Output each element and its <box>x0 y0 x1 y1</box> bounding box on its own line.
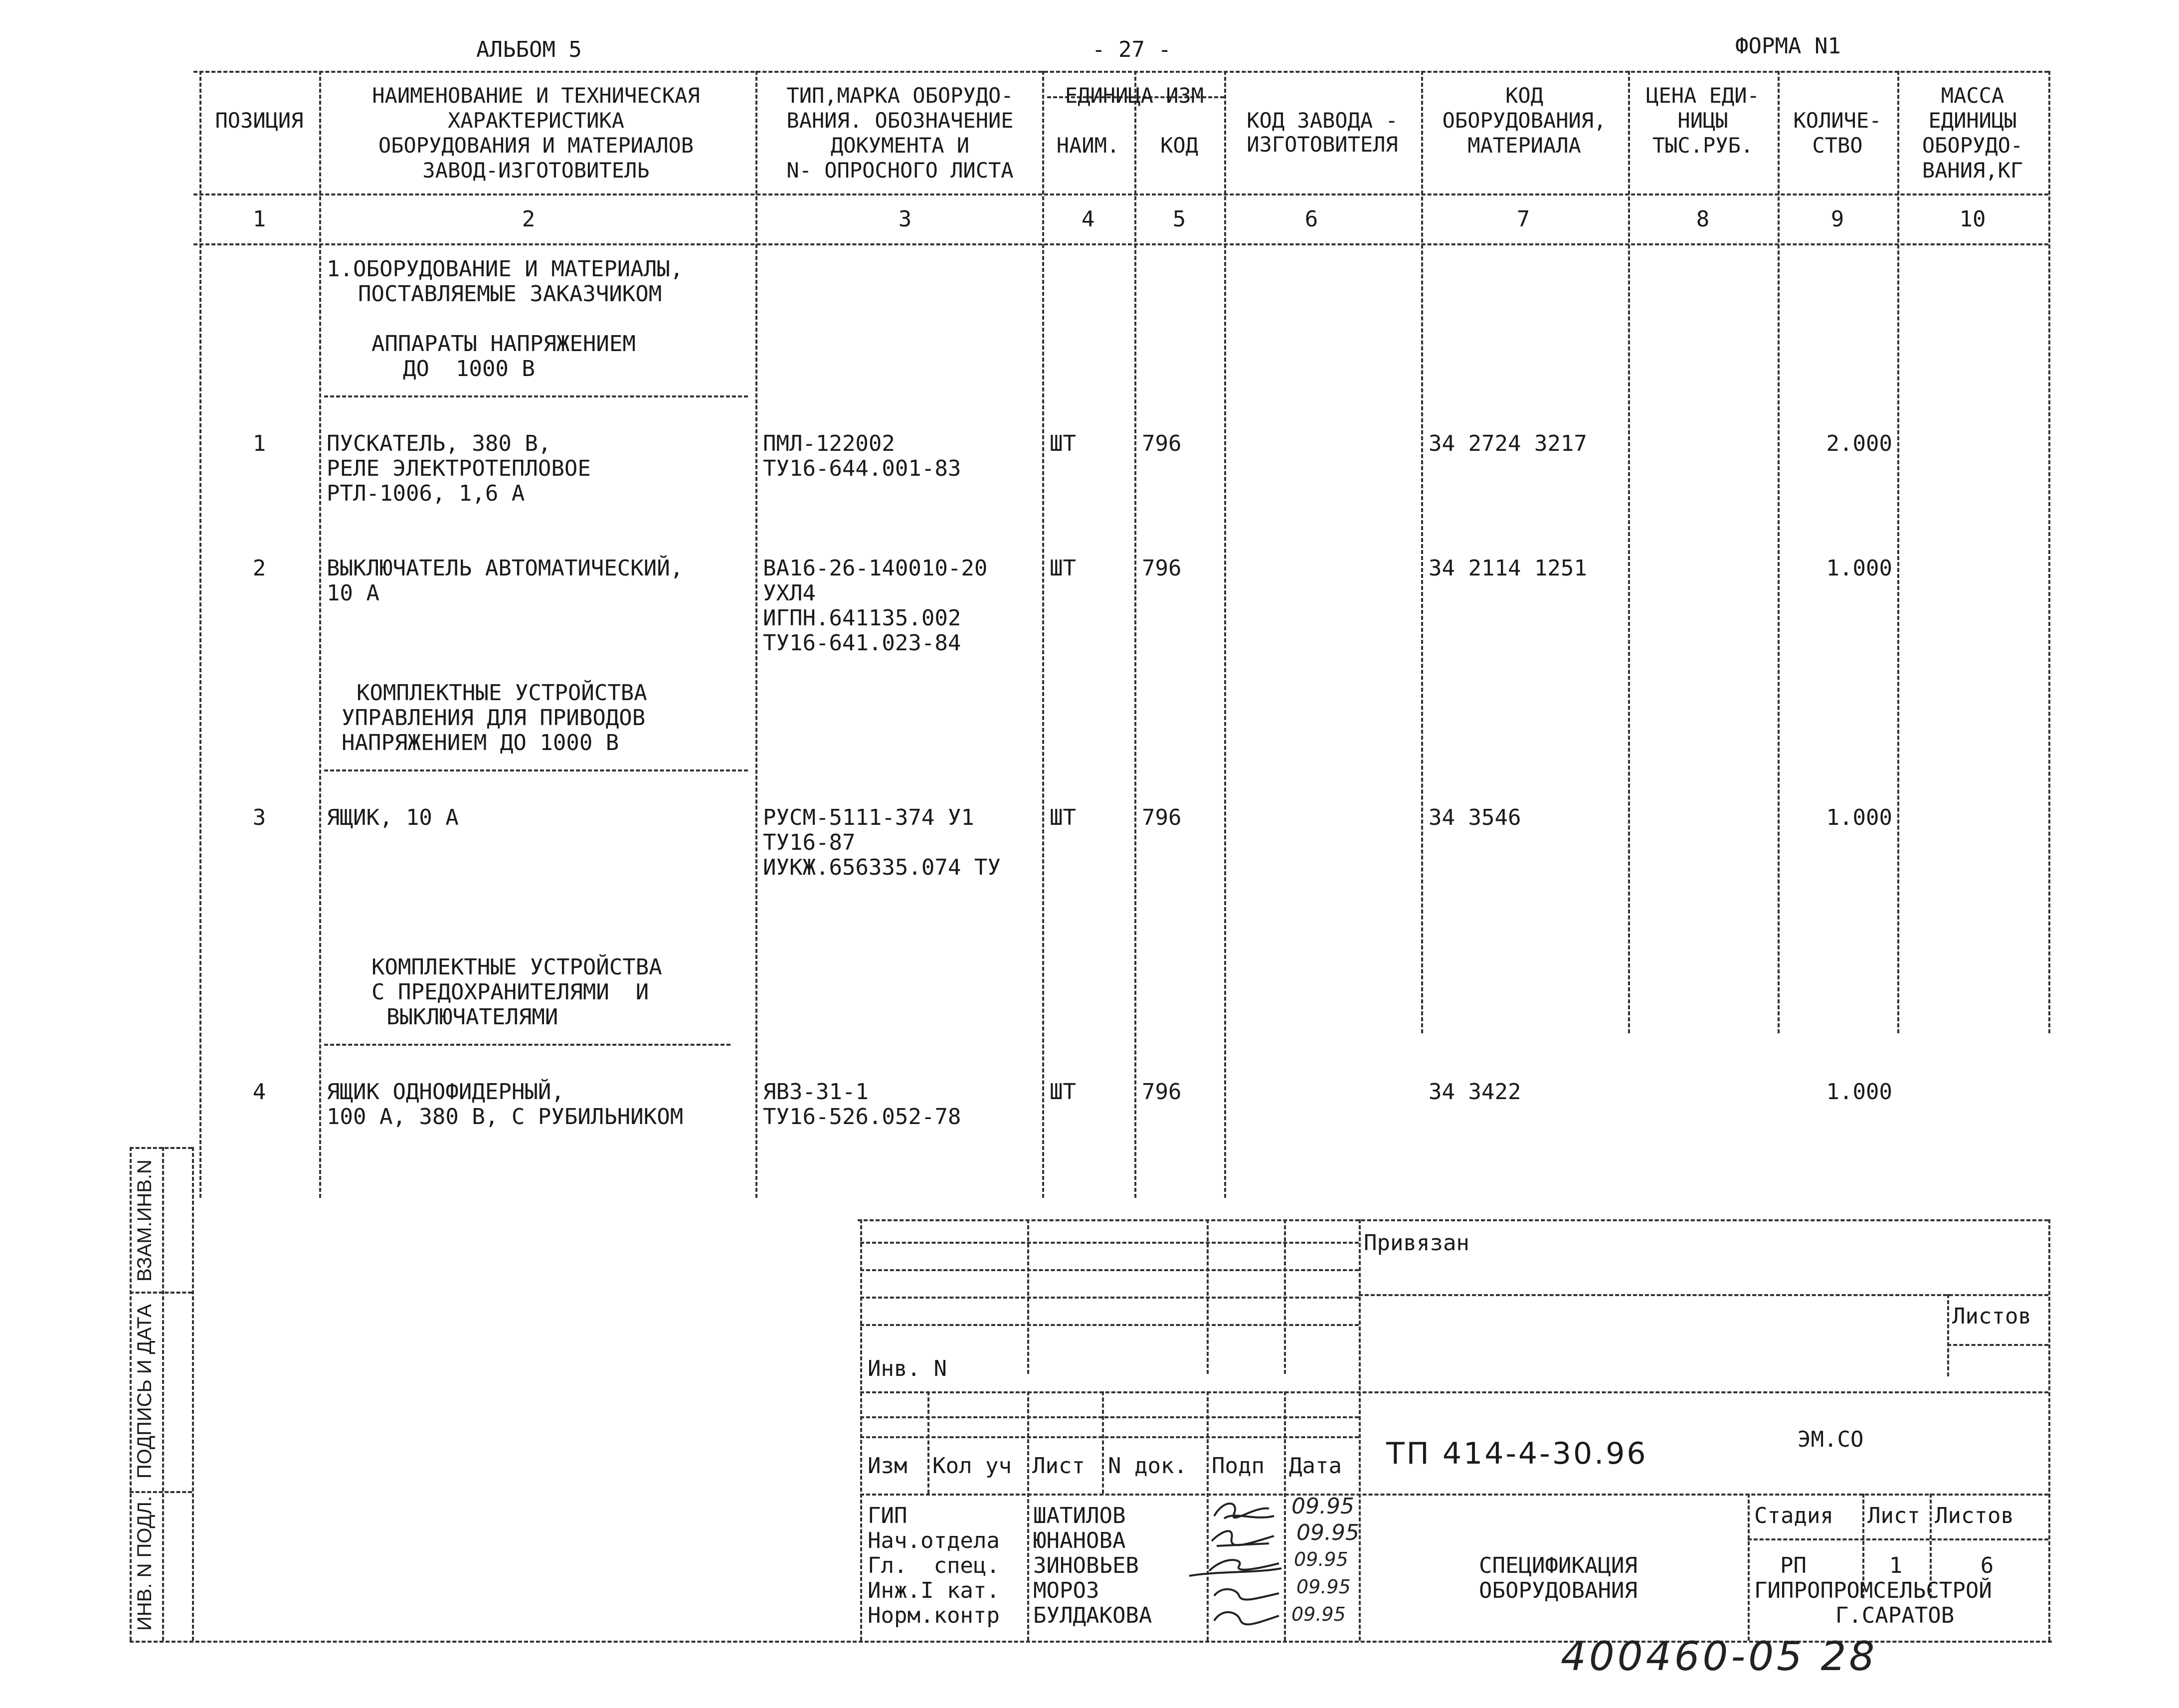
sheet-value: 1 <box>1889 1553 1903 1578</box>
numbers-bottom-rule <box>193 243 2048 245</box>
side-stamp-replacement: ВЗАМ.ИНВ.N <box>134 1159 156 1282</box>
section-underline <box>324 1044 730 1046</box>
signatures-scribble <box>1209 1496 1284 1636</box>
header-bottom-rule <box>193 193 2048 195</box>
sheets-total-value: 6 <box>1980 1553 1994 1578</box>
col-header-position: ПОЗИЦИЯ <box>215 108 304 133</box>
side-stamp-signature-date: ПОДПИСЬ И ДАТА <box>134 1304 156 1479</box>
document-code: ТП 414-4-30.96 <box>1386 1436 1648 1471</box>
section-underline <box>324 769 748 771</box>
page-number: - 27 - <box>1092 37 1171 62</box>
col-header-factory-code: КОД ЗАВОДА - ИЗГОТОВИТЕЛЯ <box>1247 108 1398 157</box>
table-top-rule <box>193 71 2048 73</box>
col-header-unit-name: НАИМ. <box>1056 133 1120 158</box>
col-header-unit-code: КОД <box>1160 133 1198 158</box>
stage-value: РП <box>1780 1553 1807 1578</box>
sheets-label: Листов <box>1952 1304 2031 1329</box>
side-stamp-original-inventory: ИНВ. N ПОДЛ. <box>134 1496 156 1631</box>
document-section-code: ЭМ.СО <box>1798 1427 1864 1452</box>
section-underline <box>324 395 748 397</box>
attached-label: Привязан <box>1364 1230 1469 1256</box>
form-label: ФОРМА N1 <box>1735 33 1841 59</box>
inventory-number-label: Инв. N <box>868 1356 947 1381</box>
col-header-unit-group: ЕДИНИЦА ИЗМ <box>1065 83 1204 108</box>
handwritten-archive-number: 400460-05 28 <box>1561 1633 1878 1680</box>
album-label: АЛЬБОМ 5 <box>476 37 582 62</box>
